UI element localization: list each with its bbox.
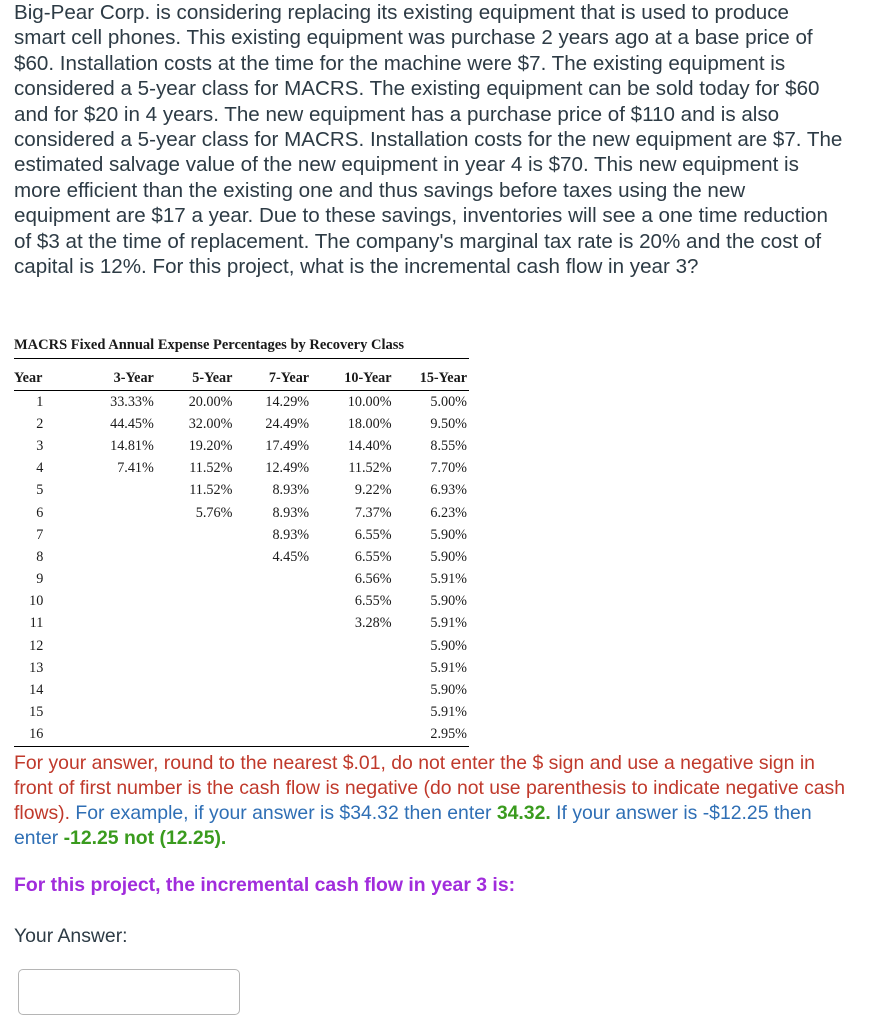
macrs-value-cell: 6.55% (354, 548, 392, 565)
header-7-year: 7-Year (234, 370, 311, 391)
macrs-value-cell: 8.93% (272, 482, 310, 499)
macrs-row (14, 480, 469, 502)
macrs-row (14, 657, 469, 679)
macrs-header-row (14, 370, 469, 391)
macrs-value-cell (75, 546, 156, 568)
macrs-value-cell (311, 702, 393, 724)
macrs-value-cell (156, 613, 235, 635)
macrs-value-cell: 8.93% (272, 526, 310, 543)
macrs-year-cell: 7 (36, 526, 44, 543)
answer-label: Your Answer: (14, 925, 128, 947)
macrs-value-cell: 5.91% (430, 615, 467, 632)
macrs-table (14, 370, 469, 747)
macrs-year-cell: 10 (29, 593, 44, 610)
macrs-value-cell (234, 724, 311, 747)
macrs-row (14, 724, 469, 747)
macrs-value-cell (311, 679, 393, 701)
macrs-value-cell (234, 635, 311, 657)
macrs-table-body (14, 391, 469, 747)
macrs-value-cell: 5.90% (430, 682, 467, 699)
macrs-value-cell: 7.70% (430, 460, 467, 477)
macrs-row (14, 569, 469, 591)
macrs-value-cell (234, 679, 311, 701)
macrs-value-cell (156, 635, 235, 657)
macrs-value-cell: 17.49% (265, 437, 310, 454)
answer-input[interactable] (18, 969, 240, 1015)
macrs-value-cell: 5.90% (430, 526, 467, 543)
macrs-value-cell: 14.40% (347, 437, 392, 454)
macrs-value-cell (234, 591, 311, 613)
macrs-year-cell: 3 (36, 437, 44, 454)
macrs-value-cell: 44.45% (110, 415, 154, 432)
macrs-value-cell: 4.45% (272, 548, 310, 565)
macrs-value-cell: 11.52% (348, 460, 392, 477)
macrs-value-cell (311, 635, 393, 657)
macrs-row (14, 413, 469, 435)
macrs-value-cell (156, 657, 235, 679)
macrs-value-cell: 7.37% (354, 504, 392, 521)
macrs-value-cell (156, 591, 235, 613)
macrs-row (14, 679, 469, 701)
macrs-value-cell (75, 524, 156, 546)
macrs-value-cell (156, 524, 235, 546)
macrs-value-cell (75, 502, 156, 524)
macrs-value-cell: 6.93% (430, 482, 467, 499)
macrs-value-cell: 5.91% (430, 571, 467, 588)
macrs-value-cell: 3.28% (354, 615, 392, 632)
macrs-value-cell: 9.22% (354, 482, 392, 499)
macrs-value-cell: 14.81% (110, 437, 154, 454)
macrs-value-cell (311, 657, 393, 679)
answer-instructions (14, 751, 854, 851)
macrs-value-cell: 19.20% (188, 437, 233, 454)
macrs-value-cell (156, 679, 235, 701)
macrs-value-cell: 8.55% (430, 437, 467, 454)
macrs-year-cell: 16 (14, 724, 75, 747)
instructions-example-2: If your answer is -$12.25 then enter (14, 802, 812, 849)
macrs-value-cell (156, 546, 235, 568)
macrs-value-cell: 6.55% (354, 593, 392, 610)
macrs-value-cell (75, 679, 156, 701)
macrs-value-cell: 5.90% (430, 637, 467, 654)
macrs-value-cell (156, 724, 235, 747)
macrs-year-cell: 2 (36, 415, 44, 432)
macrs-value-cell (156, 702, 235, 724)
instructions-example-1: For example, if your answer is $34.32 then enter (70, 802, 497, 824)
instructions-example-value-2: -12.25 not (12.25). (63, 827, 227, 849)
macrs-year-cell: 13 (29, 659, 44, 676)
macrs-year-cell: 4 (36, 460, 44, 477)
macrs-value-cell: 14.29% (265, 393, 310, 410)
macrs-value-cell (311, 724, 393, 747)
macrs-table-block (14, 336, 474, 747)
macrs-year-cell: 8 (36, 548, 44, 565)
macrs-row (14, 546, 469, 568)
question-text: Big-Pear Corp. is considering replacing its existing equipment that is used to produce smart cell phones. This existing equipment was purchase 2 years ago at a base price of $60. Installation costs at the time for the machine were $7. The existing equipment is considered a 5-year class for MACRS. The existing equipment can be sold today for $60 and for $20 in 4 years. The new equipment has a purchase price of $110 and is also considered a 5-year class for MACRS. Installation costs for the new equipment are $7. The estimated salvage value of the new equipment in year 4 is $70. This new equipment is more efficient than the existing one and thus savings before taxes using the new equipment are $17 a year. Due to these savings, inventories will see a one time reduction of $3 at the time of replacement. The company's marginal tax rate is 20% and the cost of capital is 12%. For this project, what is the incremental cash flow in year 3? (14, 1, 843, 279)
macrs-year-cell: 9 (36, 571, 44, 588)
macrs-value-cell (234, 613, 311, 635)
macrs-value-cell: 5.00% (430, 393, 467, 410)
macrs-value-cell (75, 480, 156, 502)
macrs-row (14, 635, 469, 657)
macrs-value-cell (75, 635, 156, 657)
macrs-row (14, 458, 469, 480)
header-15-year: 15-Year (394, 370, 469, 391)
macrs-value-cell: 20.00% (188, 393, 233, 410)
instructions-rounding: For your answer, round to the nearest $.01, do not enter the $ sign and use a negative sign in front of first number is the cash flow is negative (do not use parenthesis to indicate negative cash flows). (14, 752, 846, 824)
macrs-value-cell (75, 657, 156, 679)
macrs-value-cell: 5.90% (430, 548, 467, 565)
macrs-year-cell: 15 (29, 704, 44, 721)
macrs-value-cell (75, 724, 156, 747)
macrs-value-cell (75, 702, 156, 724)
macrs-row (14, 591, 469, 613)
macrs-year-cell: 1 (36, 393, 44, 410)
macrs-row (14, 524, 469, 546)
macrs-year-cell: 11 (29, 615, 44, 632)
macrs-value-cell: 2.95% (394, 724, 469, 747)
macrs-value-cell (234, 702, 311, 724)
header-5-year: 5-Year (156, 370, 235, 391)
macrs-year-cell: 14 (29, 682, 44, 699)
macrs-row (14, 435, 469, 457)
macrs-row (14, 391, 469, 414)
macrs-value-cell: 33.33% (110, 393, 154, 410)
macrs-value-cell (234, 569, 311, 591)
macrs-value-cell: 8.93% (272, 504, 310, 521)
macrs-value-cell: 6.23% (430, 504, 467, 521)
macrs-value-cell: 9.50% (430, 415, 467, 432)
macrs-row (14, 613, 469, 635)
macrs-row (14, 502, 469, 524)
macrs-value-cell: 24.49% (265, 415, 310, 432)
macrs-value-cell: 5.90% (430, 593, 467, 610)
macrs-value-cell (75, 591, 156, 613)
macrs-value-cell: 6.55% (354, 526, 392, 543)
macrs-year-cell: 6 (36, 504, 44, 521)
macrs-value-cell: 5.91% (430, 704, 467, 721)
macrs-year-cell: 12 (29, 637, 44, 654)
macrs-value-cell: 18.00% (347, 415, 392, 432)
macrs-value-cell: 5.76% (195, 504, 233, 521)
macrs-value-cell (75, 613, 156, 635)
instructions-example-value-1: 34.32. (496, 802, 551, 824)
macrs-value-cell: 11.52% (189, 460, 233, 477)
macrs-value-cell: 6.56% (354, 571, 392, 588)
macrs-value-cell: 11.52% (189, 482, 233, 499)
macrs-table-title: MACRS Fixed Annual Expense Percentages by Recovery Class (14, 336, 469, 359)
macrs-value-cell (75, 569, 156, 591)
macrs-value-cell (234, 657, 311, 679)
macrs-row (14, 702, 469, 724)
header-3-year: 3-Year (75, 370, 156, 391)
macrs-value-cell: 10.00% (347, 393, 392, 410)
macrs-value-cell: 7.41% (117, 460, 154, 477)
header-10-year: 10-Year (311, 370, 393, 391)
macrs-value-cell: 12.49% (265, 460, 310, 477)
macrs-value-cell: 32.00% (188, 415, 233, 432)
macrs-value-cell: 5.91% (430, 659, 467, 676)
question-prompt: For this project, the incremental cash flow in year 3 is: (14, 874, 516, 896)
macrs-value-cell (156, 569, 235, 591)
header-year: Year (14, 370, 75, 391)
macrs-year-cell: 5 (36, 482, 44, 499)
